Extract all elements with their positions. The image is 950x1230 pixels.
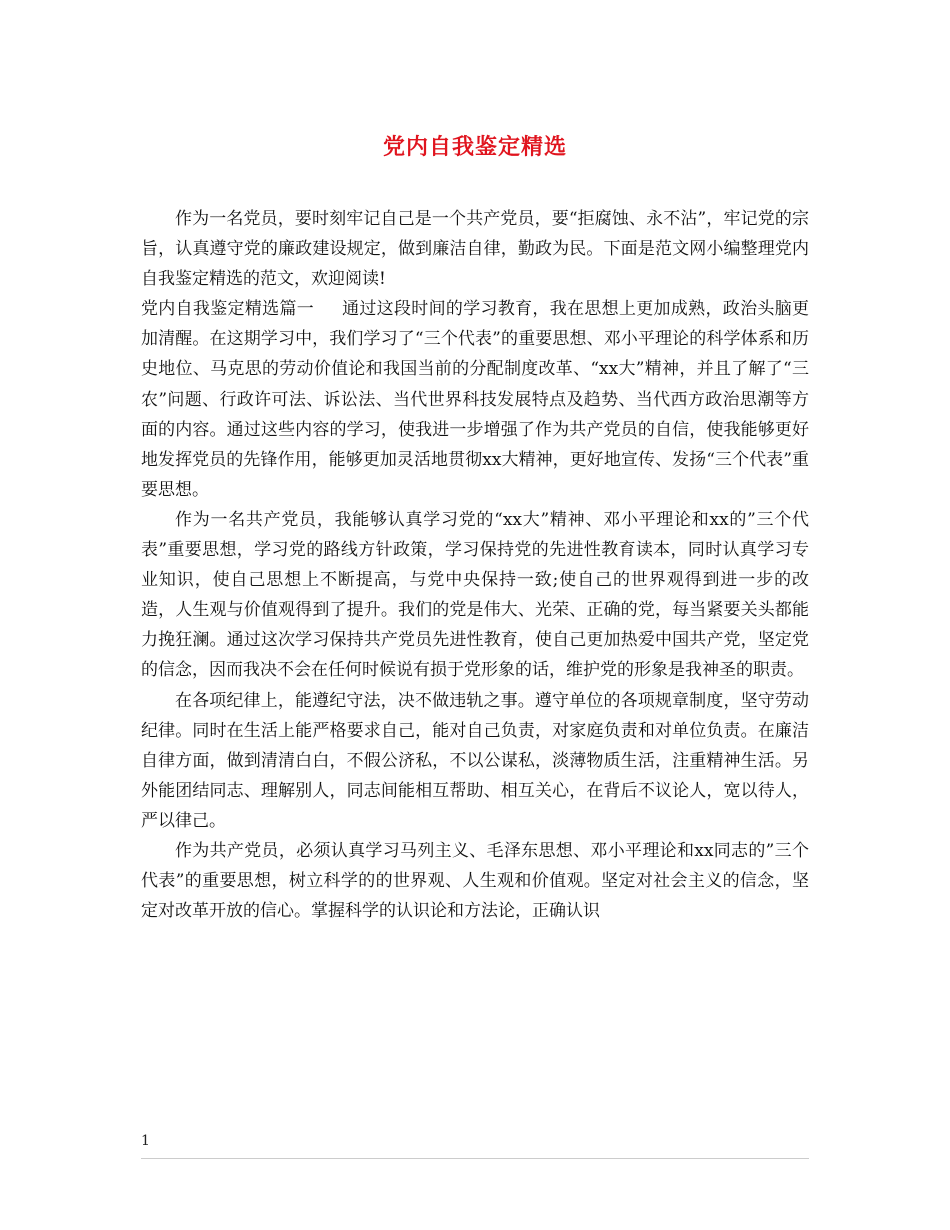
body-paragraph-1: 作为一名共产党员，我能够认真学习党的“xx大”精神、邓小平理论和xx的”三个代表”重要思想，学习党的路线方针政策，学习保持党的先进性教育读本，同时认真学习专业知识，使自己思想上不断提高，与党中央保持一致;使自己的世界观得到进一步的改造，人生观与价值观得到了提升。我们的党是伟大、光荣、正确的党，每当紧要关头都能力挽狂澜。通过这次学习保持共产党员先进性教育，使自己更加热爱中国共产党，坚定党的信念，因而我决不会在任何时候说有损于党形象的话，维护党的形象是我神圣的职责。	[141, 509, 809, 681]
document-body	[141, 204, 809, 926]
section-paragraph	[141, 294, 809, 505]
intro-paragraph: 作为一名党员，要时刻牢记自己是一个共产党员，要“拒腐蚀、永不沾”，牢记党的宗旨，认真遵守党的廉政建设规定，做到廉洁自律，勤政为民。下面是范文网小编整理党内自我鉴定精选的范文，欢迎阅读!	[141, 209, 809, 290]
body-paragraph-3: 作为共产党员，必须认真学习马列主义、毛泽东思想、邓小平理论和xx同志的”三个代表”的重要思想，树立科学的的世界观、人生观和价值观。坚定对社会主义的信念，坚定对改革开放的信心。掌握科学的认识论和方法论，正确认识	[141, 840, 809, 922]
page-number: 1	[141, 1133, 150, 1149]
body-paragraph-2: 在各项纪律上，能遵纪守法，决不做违轨之事。遵守单位的各项规章制度，坚守劳动纪律。同时在生活上能严格要求自己，能对自己负责，对家庭负责和对单位负责。在廉洁自律方面，做到清清白白，不假公济私，不以公谋私，淡薄物质生活，注重精神生活。另外能团结同志、理解别人，同志间能相互帮助、相互关心，在背后不议论人，宽以待人，严以律己。	[141, 690, 809, 831]
section-first-text: 通过这段时间的学习教育，我在思想上更加成熟，政治头脑更加清醒。在这期学习中，我们学习了“三个代表”的重要思想、邓小平理论的科学体系和历史地位、马克思的劳动价值论和我国当前的分配制度改革、“xx大”精神，并且了解了“三农”问题、行政许可法、诉讼法、当代世界科技发展特点及趋势、当代西方政治思潮等方面的内容。通过这些内容的学习，使我进一步增强了作为共产党员的自信，使我能够更好地发挥党员的先锋作用，能够更加灵活地贯彻xx大精神，更好地宣传、发扬“三个代表”重要思想。	[141, 299, 810, 500]
section-label: 党内自我鉴定精选篇一	[141, 299, 315, 320]
page-title: 党内自我鉴定精选	[382, 134, 567, 160]
footer-divider	[141, 1158, 809, 1159]
